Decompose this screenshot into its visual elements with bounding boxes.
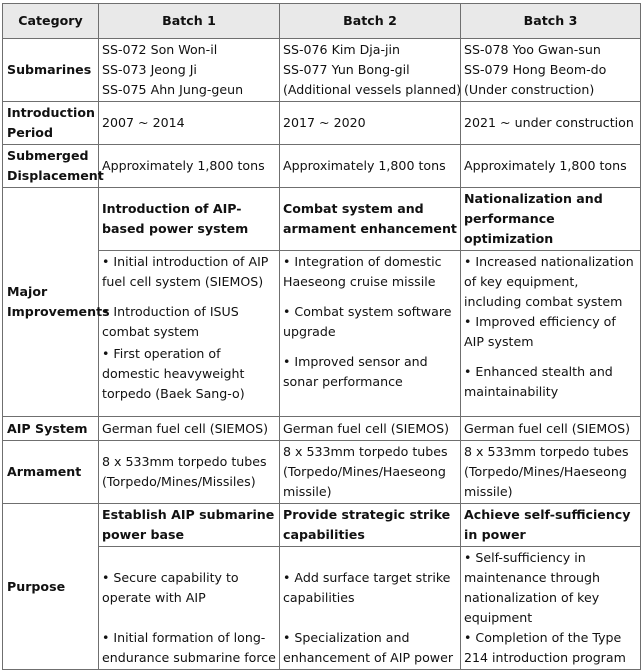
category-line: Improvements [7,304,110,319]
header-batch-3: Batch 3 [461,4,641,39]
purpose-items-batch-3 [461,547,641,670]
improvements-items-batch-1 [99,251,280,417]
submarine-name: SS-079 Hong Beom-do [464,62,607,77]
list-item: • Combat system software upgrade [283,304,452,339]
period-batch-3: 2021 ~ under construction [461,102,641,145]
row-major-improvements-items [3,251,641,417]
submarines-batch-3 [461,39,641,102]
list-item: • Initial introduction of AIP fuel cell system (SIEMOS) [102,254,269,289]
category-major-improvements [3,188,110,417]
category-armament: Armament [3,441,99,504]
displacement-batch-2: Approximately 1,800 tons [280,145,461,188]
submarine-name: SS-076 Kim Dja-jin [283,42,401,57]
list-item: • Secure capability to operate with AIP [102,570,239,605]
category-line: Period [7,125,53,140]
submarine-name: SS-078 Yoo Gwan-sun [464,42,601,57]
aip-batch-2: German fuel cell (SIEMOS) [280,417,461,441]
displacement-batch-3: Approximately 1,800 tons [461,145,641,188]
list-item: • Improved sensor and sonar performance [283,354,428,389]
aip-batch-1: German fuel cell (SIEMOS) [99,417,280,441]
period-batch-2: 2017 ~ 2020 [280,102,461,145]
header-batch-2: Batch 2 [280,4,461,39]
aip-batch-3: German fuel cell (SIEMOS) [461,417,641,441]
list-item: • Enhanced stealth and maintainability [464,364,613,399]
improvements-items-batch-2 [280,251,461,417]
submarines-batch-2 [280,39,461,102]
category-line: Introduction [7,105,95,120]
category-line: Major [7,284,48,299]
improvements-heading-batch-2: Combat system and armament enhancement [280,188,461,251]
submarine-name: SS-077 Yun Bong-gil [283,62,410,77]
row-introduction-period [3,102,641,145]
purpose-items-batch-2 [280,547,461,670]
row-armament [3,441,641,504]
armament-batch-1: 8 x 533mm torpedo tubes (Torpedo/Mines/Missiles) [99,441,280,504]
list-item: • First operation of domestic heavyweight torpedo (Baek Sang-o) [102,346,245,401]
category-aip-system: AIP System [3,417,99,441]
submarine-note: (Under construction) [464,82,595,97]
batch-comparison-table [2,3,641,670]
armament-batch-3: 8 x 533mm torpedo tubes (Torpedo/Mines/Haeseong missile) [461,441,641,504]
list-item: • Integration of domestic Haeseong cruise missile [283,254,442,289]
row-submerged-displacement [3,145,641,188]
list-item: • Introduction of ISUS combat system [102,304,239,339]
row-aip-system [3,417,641,441]
header-row [3,4,641,39]
header-category: Category [3,4,99,39]
list-item: • Initial formation of long-endurance submarine force [102,630,276,665]
category-submarines: Submarines [3,39,99,102]
category-line: Displacement [7,168,104,183]
submarines-batch-1 [99,39,280,102]
submarine-name: SS-072 Son Won-il [102,42,218,57]
submarine-name: SS-075 Ahn Jung-geun [102,82,244,97]
improvements-heading-batch-3: Nationalization and performance optimization [461,188,641,251]
period-batch-1: 2007 ~ 2014 [99,102,280,145]
list-item: • Specialization and enhancement of AIP power [283,630,454,665]
row-purpose-heading [3,504,641,547]
armament-batch-2: 8 x 533mm torpedo tubes (Torpedo/Mines/Haeseong missile) [280,441,461,504]
list-item: • Add surface target strike capabilities [283,570,451,605]
list-item: • Completion of the Type 214 introduction program [464,630,626,665]
header-batch-1: Batch 1 [99,4,280,39]
row-purpose-items [3,547,641,670]
category-line: Submerged [7,148,89,163]
submarine-note: (Additional vessels planned) [283,82,462,97]
purpose-heading-batch-1: Establish AIP submarine power base [99,504,280,547]
improvements-heading-batch-1: Introduction of AIP-based power system [99,188,280,251]
displacement-batch-1: Approximately 1,800 tons [99,145,280,188]
row-major-improvements-heading [3,188,641,251]
row-submarines [3,39,641,102]
list-item: • Self-sufficiency in maintenance through nationalization of key equipment [464,550,600,625]
purpose-items-batch-1 [99,547,280,670]
submarine-name: SS-073 Jeong Ji [102,62,197,77]
purpose-heading-batch-2: Provide strategic strike capabilities [280,504,461,547]
category-purpose: Purpose [3,504,99,670]
category-introduction-period [3,102,99,145]
category-submerged-displacement [3,145,104,188]
purpose-heading-batch-3: Achieve self-sufficiency in power [461,504,641,547]
list-item: • Increased nationalization of key equipment, including combat system [464,254,634,309]
list-item: • Improved efficiency of AIP system [464,314,616,349]
improvements-items-batch-3 [461,251,641,417]
